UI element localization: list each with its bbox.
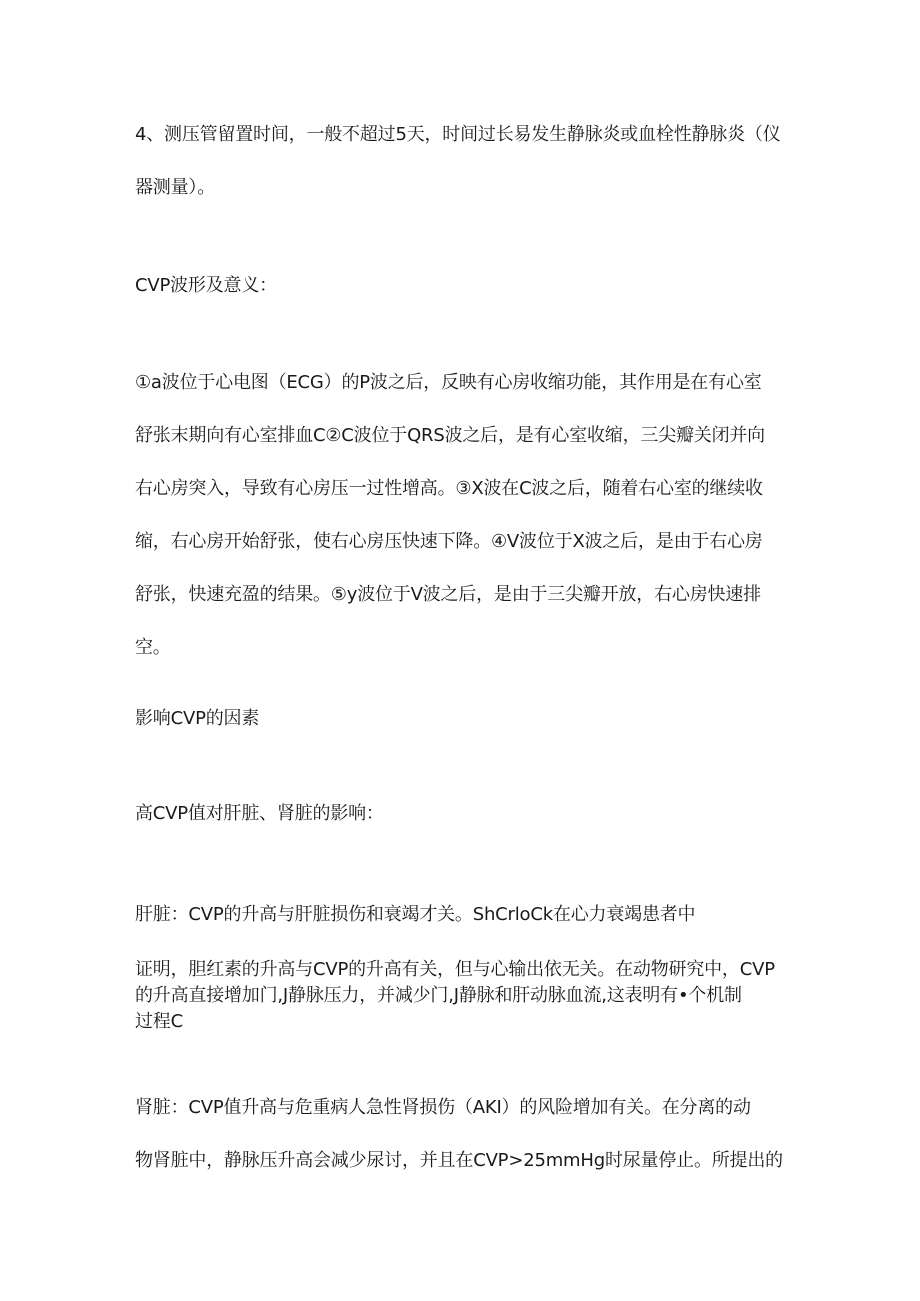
heading-cvp-factors: 影响CVP的因素 (135, 708, 260, 729)
heading-cvp-waveform: CVP波形及意义： (135, 275, 277, 296)
text-line: 右心房突入，导致有心房压一过性增高。③X波在C波之后，随着右心室的继续收 (135, 478, 763, 499)
text-line: 缩，右心房开始舒张，使右心房压快速下降。④V波位于X波之后，是由于右心房 (135, 531, 763, 552)
text-line: 的升高直接增加门,J静脉压力，并减少门,J静脉和肝动脉血流,这表明有•个机制 (135, 985, 742, 1006)
paragraph-liver-intro: 肝脏：CVP的升高与肝脏损伤和衰竭才关。ShCrloCk在心力衰竭患者中 (135, 904, 696, 925)
paragraph-pressure-tube (135, 108, 790, 214)
text-line: 过程C (135, 1011, 183, 1032)
text-line: ①a波位于心电图（ECG）的P波之后，反映有心房收缩功能，其作用是在有心室 (135, 372, 762, 393)
text-line: 器测量）。 (135, 177, 215, 198)
text-line: 物肾脏中，静脉压升高会减少尿讨，并且在CVP>25mmHg时尿量停止。所提出的 (135, 1150, 783, 1171)
paragraph-liver-detail (135, 957, 790, 1035)
paragraph-kidney (135, 1081, 790, 1187)
heading-liver-kidney-effects: 高CVP值对肝脏、肾脏的影响： (135, 803, 384, 824)
paragraph-cvp-waves (135, 356, 790, 674)
text-line: 肾脏：CVP值升高与危重病人急性肾损伤（AKI）的风险增加有关。在分离的动 (135, 1097, 751, 1118)
text-line: 证明，胆红素的升高与CVP的升高有关，但与心输出依无关。在动物研究中，CVP (135, 959, 775, 980)
text-line: 舒张，快速充盈的结果。⑤y波位于V波之后，是由于三尖瓣开放，右心房快速排 (135, 584, 761, 605)
text-line: 空。 (135, 637, 171, 658)
text-line: 4、测压管留置时间，一般不超过5天，时间过长易发生静脉炎或血栓性静脉炎（仪 (135, 124, 781, 145)
text-line: 舒张末期向有心室排血C②C波位于QRS波之后，是有心室收缩，三尖瓣关闭并向 (135, 425, 765, 446)
